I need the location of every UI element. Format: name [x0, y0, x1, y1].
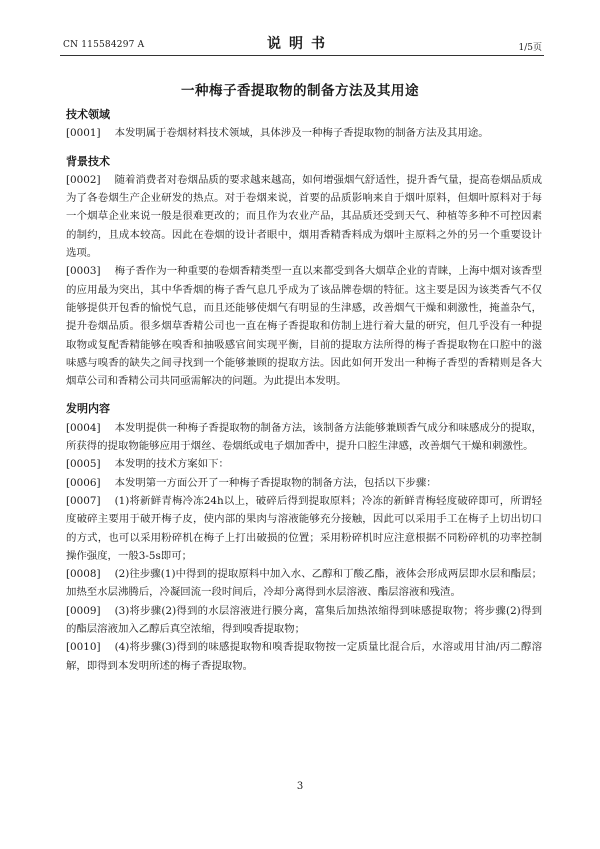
paragraph-text: (4)将步骤(3)得到的味感提取物和嗅香提取物按一定质量比混合后，水溶或用甘油/丙二醇溶解，即得到本发明所述的梅子香提取物。: [66, 641, 542, 672]
header-page-indicator: 1/5页: [518, 43, 542, 53]
document-body: [66, 106, 542, 675]
paragraph-0005: [66, 455, 542, 473]
paragraph-0008: [66, 565, 542, 602]
section-heading-technical-field: 技术领域: [66, 108, 110, 121]
paragraph-text: 随着消费者对卷烟品质的要求越来越高，如何增强烟气舒适性，提升香气量，提高卷烟品质成为了各卷烟生产企业研发的热点。对于卷烟来说，首要的品质影响来自于烟叶原料，但烟叶原料对于每一个烟草企业来说一般是很难更改的；而且作为农业产品，其品质还受到天气、种植等多种不可控因素的制约，且成本较高。因此在卷烟的设计者眼中，烟用香精香料成为烟叶主原料之外的另一个重要设计选项。: [66, 173, 542, 260]
paragraph-text: (1)将新鲜青梅冷冻24h以上，破碎后得到提取原料；冷冻的新鲜青梅轻度破碎即可，所谓轻度破碎主要用于破开梅子皮，使内部的果肉与溶液能够充分接触，因此可以采用手工在梅子上切出切口的方式，也可以采用粉碎机在梅子上打出破损的位置；采用粉碎机时应注意根据不同粉碎机的功率控制操作强度，一般3-5s即可；: [66, 494, 542, 562]
paragraph-number: [0003]: [66, 265, 101, 278]
document-id: CN 115584297 A: [63, 40, 145, 50]
header-divider: [60, 55, 544, 56]
paragraph-0010: [66, 638, 542, 675]
paragraph-0006: [66, 474, 542, 492]
paragraph-number: [0010]: [66, 641, 101, 654]
paragraph-0002: [66, 171, 542, 262]
document-title: 一种梅子香提取物的制备方法及其用途: [181, 83, 419, 99]
paragraph-0007: [66, 492, 542, 565]
section-heading-background: 背景技术: [66, 154, 110, 168]
paragraph-number: [0008]: [66, 568, 101, 581]
paragraph-0004: [66, 419, 542, 456]
paragraph-number: [0007]: [66, 494, 101, 507]
paragraph-text: 本发明第一方面公开了一种梅子香提取物的制备方法，包括以下步骤：: [114, 476, 437, 489]
paragraph-number: [0006]: [66, 476, 101, 489]
header-title: 说明书: [267, 36, 333, 52]
paragraph-text: (2)往步骤(1)中得到的提取原料中加入水、乙醇和丁酸乙酯，液体会形成两层即水层和酯层；加热至水层沸腾后，冷凝回流一段时间后，冷却分离得到水层溶液、酯层溶液和残渣。: [66, 568, 542, 599]
paragraph-number: [0005]: [66, 458, 101, 471]
paragraph-text: (3)将步骤(2)得到的水层溶液进行膜分离，富集后加热浓缩得到味感提取物；将步骤(2)得到的酯层溶液加入乙醇后真空浓缩，得到嗅香提取物；: [66, 604, 542, 636]
paragraph-0009: [66, 602, 542, 639]
section-heading-summary: 发明内容: [66, 402, 110, 416]
paragraph-number: [0001]: [66, 127, 101, 140]
paragraph-number: [0009]: [66, 604, 101, 617]
paragraph-0001: [66, 124, 542, 142]
paragraph-text: 梅子香作为一种重要的卷烟香精类型一直以来都受到各大烟草企业的青睐，上海中烟对该香型的应用最为突出，其中华香烟的梅子香气息几乎成为了该品牌卷烟的特征。这主要是因为该类香气不仅能够提供开包香的愉悦气息，而且还能够使烟气有明显的生津感，改善烟气干燥和刺激性，掩盖杂气，提升卷烟品质。很多烟草香精公司也一直在梅子香提取和仿制上进行着大量的研究，但几乎没有一种提取物或复配香精能够在嗅香和抽吸感官间实现平衡，目前的提取方法所得的梅子香提取物在口腔中的滋味感与嗅香的缺失之间寻找到一个能够兼顾的提取方法。因此如何开发出一种梅子香型的香精则是各大烟草公司和香精公司共同亟需解决的问题。为此提出本发明。: [66, 265, 542, 388]
page-number: 3: [296, 781, 304, 792]
paragraph-text: 本发明的技术方案如下：: [114, 458, 229, 471]
paragraph-0003: [66, 262, 542, 390]
paragraph-text: 本发明属于卷烟材料技术领域，具体涉及一种梅子香提取物的制备方法及其用途。: [114, 127, 489, 140]
paragraph-number: [0002]: [66, 173, 101, 186]
paragraph-text: 本发明提供一种梅子香提取物的制备方法，该制备方法能够兼顾香气成分和味感成分的提取，所获得的提取物能够应用于烟丝、卷烟纸或电子烟加香中，提升口腔生津感，改善烟气干燥和刺激性。: [66, 421, 542, 453]
paragraph-number: [0004]: [66, 421, 101, 434]
